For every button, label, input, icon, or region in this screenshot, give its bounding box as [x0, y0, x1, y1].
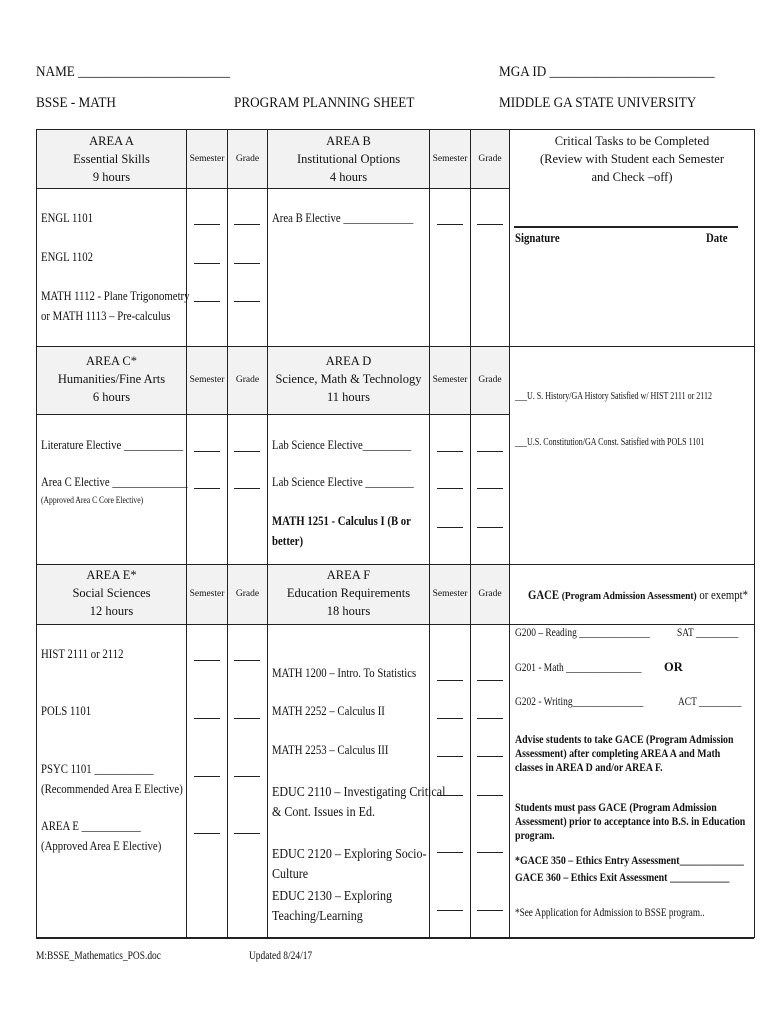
area-d-course-lab1: Lab Science Elective_________ [272, 438, 412, 452]
area-a-course-engl1102: ENGL 1102 [41, 250, 94, 264]
area-c-title: AREA C* [85, 354, 138, 368]
area-e-hours: 12 hours [89, 604, 134, 618]
semester-blank[interactable] [437, 718, 463, 719]
semester-col-header: Semester [189, 154, 225, 164]
date-label: Date [706, 231, 728, 245]
gace-360: GACE 360 – Ethics Exit Assessment ____________ [515, 872, 730, 884]
semester-blank[interactable] [437, 224, 463, 225]
area-a-course-math-line2: or MATH 1113 – Pre-calculus [41, 309, 171, 323]
area-a-course-math-line1: MATH 1112 - Plane Trigonometry [41, 289, 190, 303]
semester-blank[interactable] [194, 301, 220, 302]
area-e-header [37, 568, 186, 619]
grade-blank[interactable] [477, 852, 503, 853]
area-d-course-calc1 [272, 514, 411, 549]
sat-field: SAT _________ [677, 627, 739, 639]
footer-updated: Updated 8/24/17 [249, 950, 313, 962]
grade-blank[interactable] [477, 756, 503, 757]
semester-blank[interactable] [437, 451, 463, 452]
area-e-course-hist: HIST 2111 or 2112 [41, 647, 124, 661]
area-b-subtitle: Institutional Options [296, 152, 401, 166]
gace-math: G201 - Math ________________ [515, 662, 642, 674]
grade-col-header: Grade [235, 375, 260, 385]
area-b-course-elective: Area B Elective _____________ [272, 211, 414, 225]
semester-blank[interactable] [437, 680, 463, 681]
program-name: BSSE - MATH [36, 95, 116, 111]
area-a-subtitle: Essential Skills [73, 152, 150, 166]
area-f-course-educ2130-line2: Teaching/Learning [272, 909, 363, 924]
area-f-course-educ2110-line1: EDUC 2110 – Investigating Critical [272, 785, 446, 800]
area-a-hours: 9 hours [92, 170, 131, 184]
semester-col-header: Semester [189, 375, 225, 385]
area-d-hours: 11 hours [327, 390, 370, 404]
grade-blank[interactable] [234, 224, 260, 225]
critical-line-3: and Check –off) [591, 170, 673, 184]
grade-blank[interactable] [234, 833, 260, 834]
area-f-subtitle: Education Requirements [286, 586, 411, 600]
see-application-note: *See Application for Admission to BSSE program.. [515, 907, 705, 919]
grade-blank[interactable] [234, 718, 260, 719]
area-c-course-note: (Approved Area C Core Elective) [41, 496, 144, 506]
semester-blank[interactable] [437, 756, 463, 757]
area-f-course-calc2: MATH 2252 – Calculus II [272, 704, 385, 718]
gace-writing: G202 - Writing_______________ [515, 696, 644, 708]
grade-blank[interactable] [477, 451, 503, 452]
area-f-hours: 18 hours [326, 604, 371, 618]
name-field-label: NAME _______________________ [36, 64, 230, 80]
act-field: ACT _________ [678, 696, 742, 708]
semester-blank[interactable] [437, 910, 463, 911]
area-f-course-educ2110-line2: & Cont. Issues in Ed. [272, 805, 376, 820]
area-f-course-educ2120-line1: EDUC 2120 – Exploring Socio- [272, 847, 427, 862]
semester-blank[interactable] [194, 224, 220, 225]
gace-advise-note: Advise students to take GACE (Program Admission Assessment) after completing AREA A and Math classes in AREA D and/or AREA F. [515, 734, 734, 774]
grade-col-header: Grade [235, 154, 260, 164]
grade-blank[interactable] [477, 527, 503, 528]
area-e-course-elective-note: (Approved Area E Elective) [41, 839, 162, 853]
area-d-subtitle: Science, Math & Technology [275, 372, 422, 386]
area-f-course-educ2110 [272, 783, 445, 823]
gace-must-pass-note: Students must pass GACE (Program Admission Assessment) prior to acceptance into B.S. in Education program. [515, 802, 746, 842]
area-c-header [37, 354, 186, 405]
critical-line-1: Critical Tasks to be Completed [554, 134, 710, 148]
grade-blank[interactable] [234, 451, 260, 452]
area-c-course-elective: Area C Elective ______________ [41, 475, 188, 489]
gace-heading-prefix: GACE [528, 588, 562, 602]
constitution-requirement: ___U.S. Constitution/GA Const. Satisfied with POLS 1101 [515, 437, 705, 448]
sheet-title: PROGRAM PLANNING SHEET [234, 95, 415, 111]
grade-blank[interactable] [477, 910, 503, 911]
grade-col-header: Grade [478, 375, 502, 385]
area-f-course-calc3: MATH 2253 – Calculus III [272, 743, 389, 757]
area-f-course-educ2120-line2: Culture [272, 867, 309, 882]
history-requirement: ___U. S. History/GA History Satisfied w/ HIST 2111 or 2112 [515, 391, 712, 402]
area-d-course-lab2: Lab Science Elective _________ [272, 475, 414, 489]
area-b-header [268, 134, 429, 185]
gace-350: *GACE 350 – Ethics Entry Assessment_____________ [515, 855, 744, 867]
area-e-course-pols: POLS 1101 [41, 704, 92, 718]
mga-id-field-label: MGA ID _________________________ [499, 64, 715, 80]
grade-col-header: Grade [235, 589, 260, 599]
area-f-title: AREA F [326, 568, 371, 582]
semester-blank[interactable] [437, 488, 463, 489]
gace-reading: G200 – Reading _______________ [515, 627, 650, 639]
semester-col-header: Semester [432, 589, 468, 599]
area-d-title: AREA D [325, 354, 372, 368]
area-a-course-engl1101: ENGL 1101 [41, 211, 94, 225]
area-d-header [268, 354, 429, 405]
university-name: MIDDLE GA STATE UNIVERSITY [499, 95, 697, 111]
area-a-course-math [41, 289, 190, 324]
gace-heading-paren: (Program Admission Assessment) [561, 590, 697, 602]
grade-blank[interactable] [477, 224, 503, 225]
grade-col-header: Grade [478, 589, 502, 599]
area-f-course-educ2130-line1: EDUC 2130 – Exploring [272, 889, 393, 904]
or-label: OR [664, 660, 683, 674]
semester-blank[interactable] [194, 718, 220, 719]
semester-blank[interactable] [194, 833, 220, 834]
semester-col-header: Semester [432, 375, 468, 385]
footer-filename: M:BSSE_Mathematics_POS.doc [36, 950, 161, 962]
semester-col-header: Semester [189, 589, 225, 599]
grade-blank[interactable] [234, 263, 260, 264]
area-a-header [37, 134, 186, 185]
semester-blank[interactable] [194, 451, 220, 452]
area-c-hours: 6 hours [92, 390, 131, 404]
critical-tasks-header [510, 134, 754, 185]
grade-blank[interactable] [477, 795, 503, 796]
semester-blank[interactable] [194, 776, 220, 777]
semester-blank[interactable] [194, 488, 220, 489]
area-a-title: AREA A [89, 134, 134, 148]
area-e-course-psyc-note: (Recommended Area E Elective) [41, 782, 183, 796]
grade-blank[interactable] [477, 488, 503, 489]
area-c-subtitle: Humanities/Fine Arts [57, 372, 166, 386]
signature-label: Signature [515, 231, 560, 245]
gace-heading-suffix: or exempt* [696, 588, 749, 602]
grade-blank[interactable] [477, 680, 503, 681]
grade-blank[interactable] [234, 301, 260, 302]
area-f-course-educ2120 [272, 845, 427, 885]
semester-blank[interactable] [194, 263, 220, 264]
grade-blank[interactable] [477, 718, 503, 719]
grade-blank[interactable] [234, 660, 260, 661]
semester-blank[interactable] [437, 527, 463, 528]
area-f-header [268, 568, 429, 619]
signature-line[interactable] [514, 226, 738, 228]
grade-col-header: Grade [478, 154, 502, 164]
semester-blank[interactable] [437, 852, 463, 853]
gace-heading [528, 588, 748, 604]
semester-blank[interactable] [437, 795, 463, 796]
grade-blank[interactable] [234, 776, 260, 777]
semester-col-header: Semester [432, 154, 468, 164]
area-c-course-literature: Literature Elective ___________ [41, 438, 184, 452]
area-b-title: AREA B [326, 134, 371, 148]
area-b-hours: 4 hours [329, 170, 368, 184]
critical-line-2: (Review with Student each Semester [540, 152, 724, 166]
area-e-subtitle: Social Sciences [72, 586, 151, 600]
area-f-course-stats: MATH 1200 – Intro. To Statistics [272, 666, 417, 680]
area-e-course-psyc: PSYC 1101 ___________ [41, 762, 154, 776]
semester-blank[interactable] [194, 660, 220, 661]
grade-blank[interactable] [234, 488, 260, 489]
area-e-course-elective: AREA E ___________ [41, 819, 141, 833]
area-e-title: AREA E* [86, 568, 137, 582]
area-d-course-calc1-line1: MATH 1251 - Calculus I (B or [272, 514, 411, 528]
area-f-course-educ2130 [272, 887, 392, 927]
area-d-course-calc1-line2: better) [272, 534, 304, 548]
